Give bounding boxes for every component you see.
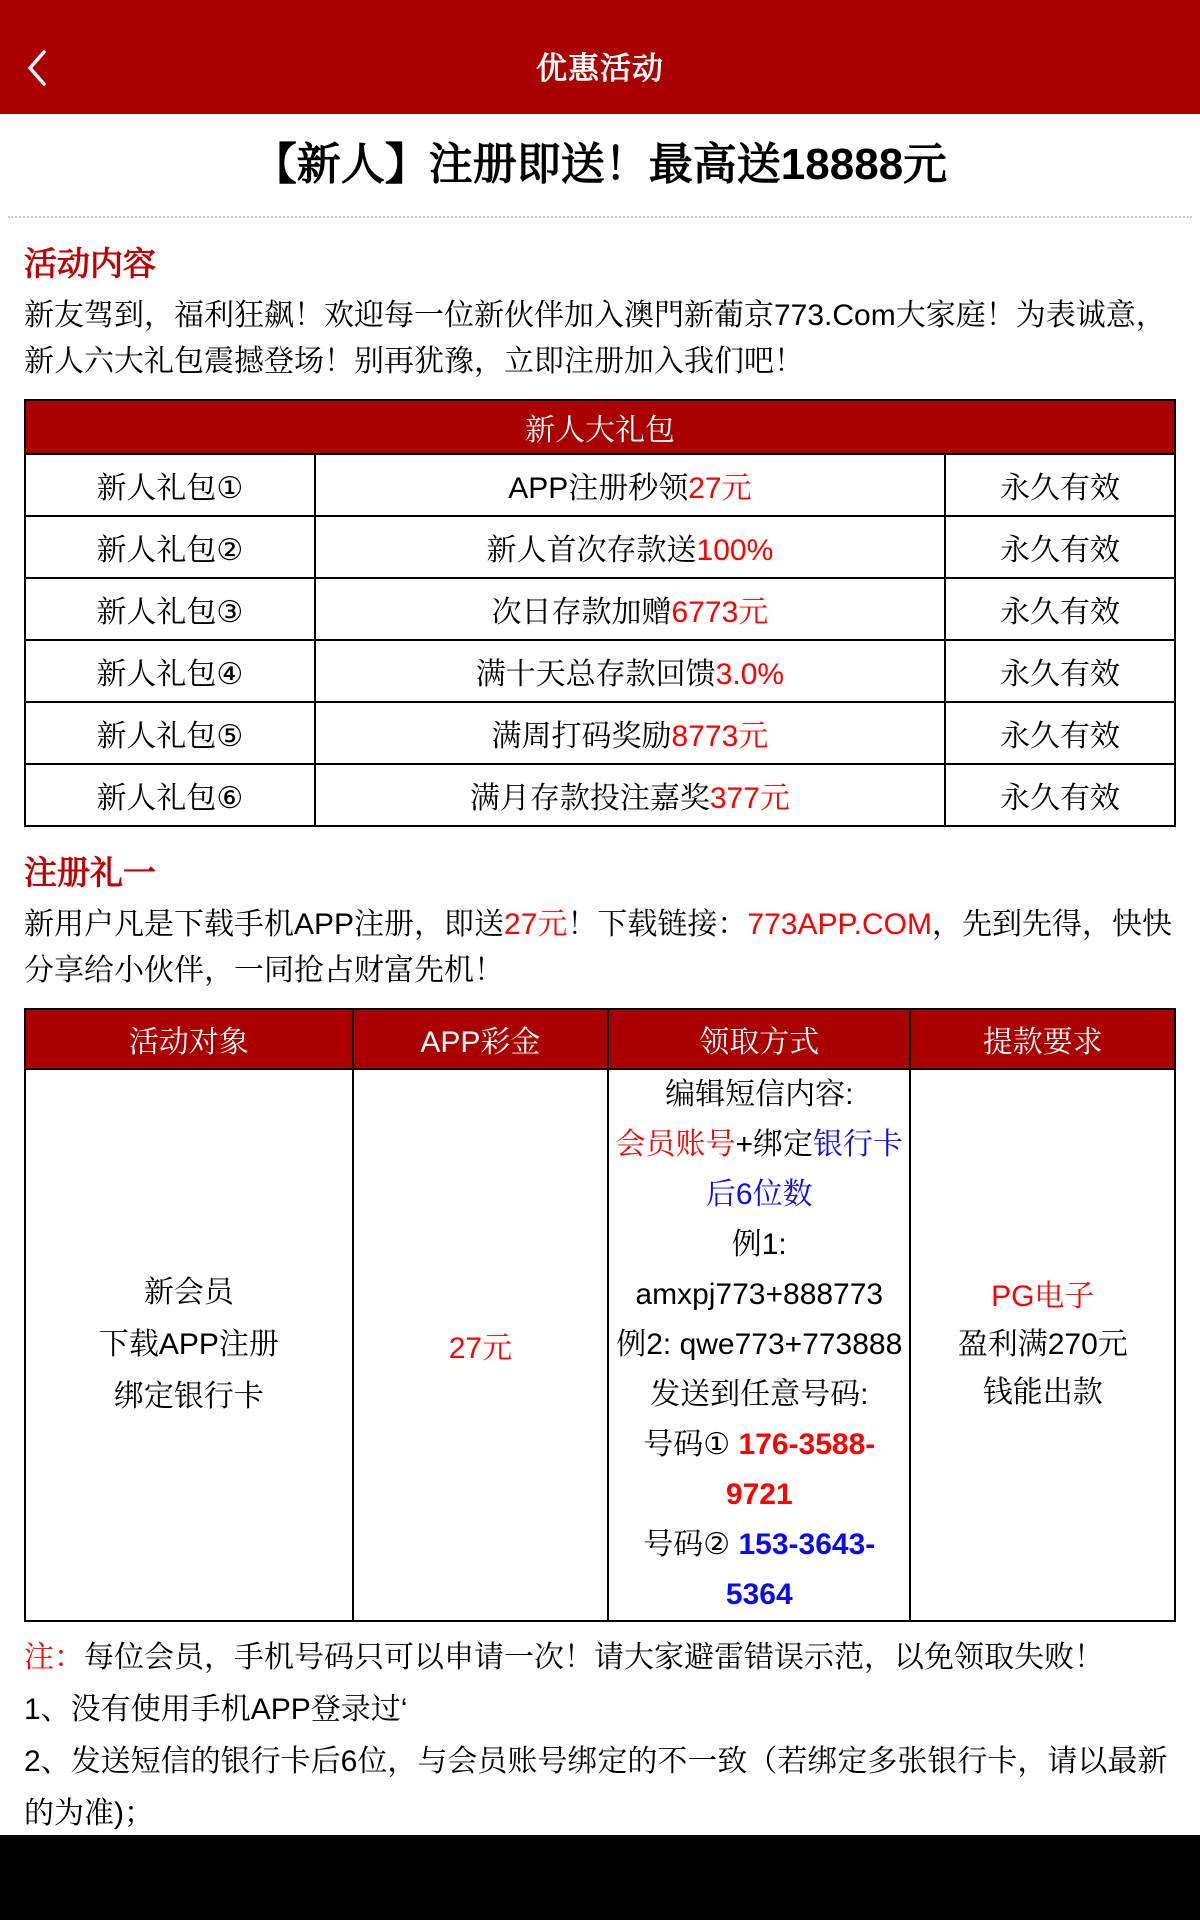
newbie-gift-table — [24, 399, 1176, 827]
gift-desc: 满周打码奖励8773元 — [315, 702, 945, 764]
gift-highlight: 100% — [696, 534, 774, 567]
gift-table-title: 新人大礼包 — [25, 400, 1175, 454]
audience-cell: 新会员 下载APP注册 绑定银行卡 — [25, 1069, 353, 1621]
table-row — [25, 516, 1175, 578]
table-row — [25, 578, 1175, 640]
back-button[interactable] — [20, 46, 54, 92]
col-bonus: APP彩金 — [353, 1009, 608, 1069]
gift-validity: 永久有效 — [945, 702, 1175, 764]
table-row — [25, 702, 1175, 764]
gift-highlight: 8773元 — [671, 720, 769, 753]
gift-highlight: 377元 — [709, 782, 790, 815]
gift-validity: 永久有效 — [945, 578, 1175, 640]
gift-validity: 永久有效 — [945, 516, 1175, 578]
note-item: 1、没有使用手机APP登录过‘ — [24, 1693, 408, 1726]
gift-validity: 永久有效 — [945, 764, 1175, 826]
table-header-row — [25, 1009, 1175, 1069]
bonus-amount: 27元 — [504, 908, 568, 941]
col-withdraw-req: 提款要求 — [910, 1009, 1175, 1069]
gift-name: 新人礼包⑤ — [25, 702, 315, 764]
download-link[interactable]: 773APP.COM — [747, 908, 932, 941]
chevron-left-icon — [22, 78, 52, 93]
col-claim-method: 领取方式 — [608, 1009, 910, 1069]
gift-desc: 满月存款投注嘉奖377元 — [315, 764, 945, 826]
gift-highlight: 6773元 — [671, 596, 769, 629]
divider — [8, 216, 1192, 218]
phone-number-2: 153-3643- — [738, 1528, 876, 1561]
col-audience: 活动对象 — [25, 1009, 353, 1069]
note-warning: 注：每位会员，手机号码只可以申请一次！请大家避雷错误示范，以免领取失败！ — [24, 1641, 1104, 1674]
section-activity-title: 活动内容 — [24, 245, 156, 282]
gift-name: 新人礼包⑥ — [25, 764, 315, 826]
section-register-title: 注册礼一 — [24, 854, 156, 891]
gift-name: 新人礼包④ — [25, 640, 315, 702]
bonus-cell: 27元 — [353, 1069, 608, 1621]
gift-name: 新人礼包① — [25, 454, 315, 516]
page-title: 【新人】注册即送！最高送18888元 — [252, 140, 948, 189]
register-description: 新用户凡是下载手机APP注册，即送27元！下载链接：773APP.COM，先到先得，快快分享给小伙伴，一同抢占财富先机！ — [24, 908, 1172, 987]
promo-content — [0, 238, 1200, 1840]
note-item: 2、发送短信的银行卡后6位，与会员账号绑定的不一致（若绑定多张银行卡，请以最新的为准)； — [24, 1745, 1168, 1830]
header-title: 优惠活动 — [536, 50, 664, 86]
gift-desc: 次日存款加赠6773元 — [315, 578, 945, 640]
phone-number-2-cont: 5364 — [725, 1578, 793, 1611]
gift-desc: 满十天总存款回馈3.0% — [315, 640, 945, 702]
activity-description: 新友驾到，福利狂飙！欢迎每一位新伙伴加入澳門新葡京773.Com大家庭！为表诚意，新人六大礼包震撼登场！别再犹豫，立即注册加入我们吧！ — [24, 299, 1166, 378]
table-row — [25, 1069, 1175, 1621]
app-header — [0, 0, 1200, 114]
table-row — [25, 454, 1175, 516]
gift-validity: 永久有效 — [945, 640, 1175, 702]
claim-method-cell: 编辑短信内容: 会员账号+绑定银行卡 后6位数 例1: amxpj773+888773 例2: qwe773+773888 发送到任意号码: 号码① 176-3588- 9721 号码② 153-3643- 5364 — [608, 1069, 910, 1621]
gift-name: 新人礼包② — [25, 516, 315, 578]
table-row — [25, 640, 1175, 702]
gift-highlight: 27元 — [688, 472, 752, 505]
table-row — [25, 764, 1175, 826]
bottom-bar — [0, 1835, 1200, 1920]
gift-name: 新人礼包③ — [25, 578, 315, 640]
withdraw-req-cell: PG电子 盈利满270元 钱能出款 — [910, 1069, 1175, 1621]
phone-number-1-cont: 9721 — [725, 1478, 793, 1511]
gift-highlight: 3.0% — [715, 658, 785, 691]
register-bonus-table — [24, 1008, 1176, 1622]
gift-desc: APP注册秒领27元 — [315, 454, 945, 516]
gift-desc: 新人首次存款送100% — [315, 516, 945, 578]
phone-number-1: 176-3588- — [738, 1428, 876, 1461]
notes-section — [24, 1632, 1176, 1840]
gift-validity: 永久有效 — [945, 454, 1175, 516]
